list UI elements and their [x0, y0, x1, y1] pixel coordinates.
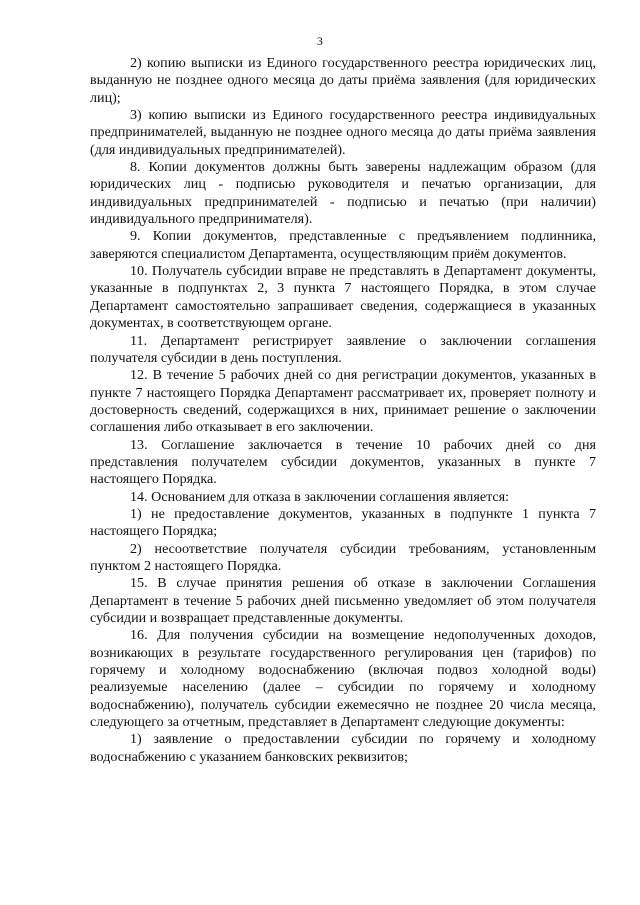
paragraph-10-optional-documents: 10. Получатель субсидии вправе не представлять в Департамент документы, указанные в подпунктах 2, 3 пункта 7 настоящего Порядка, в этом случае Департамент самостоятельно запрашивает сведения, содержащиеся в указанных документах, в соответствующем органе. [90, 263, 596, 332]
paragraph-15-refusal-notice: 15. В случае принятия решения об отказе в заключении Соглашения Департамент в течение 5 рабочих дней письменно уведомляет об этом получателя субсидии и возвращает представленные документы. [90, 575, 596, 626]
page-number: 3 [316, 34, 324, 48]
paragraph-13-agreement: 13. Соглашение заключается в течение 10 рабочих дней со дня представления получателем субсидии документов, указанных в пункте 7 настоящего Порядка. [90, 436, 596, 488]
paragraph-16-subitem-1: 1) заявление о предоставлении субсидии по горячему и холодному водоснабжению с указанием банковских реквизитов; [90, 731, 596, 765]
paragraph-14-refusal-grounds: 14. Основанием для отказа в заключении соглашения является: [130, 488, 510, 505]
paragraph-14-subitem-2: 2) несоответствие получателя субсидии требованиям, установленным пунктом 2 настоящего Порядка. [90, 540, 596, 574]
paragraph-16-subsidy-documents: 16. Для получения субсидии на возмещение недополученных доходов, возникающих в результате государственного регулирования цен (тарифов) по горячему и холодному водоснабжению (включая подвоз холодной воды) реализуемые населению (далее – субсидии по горячему и холодному водоснабжению), получатель субсидии ежемесячно не позднее 20 числа месяца, следующего за отчетным, представляет в Департамент следующие документы: [90, 627, 596, 731]
paragraph-11-registration: 11. Департамент регистрирует заявление о заключении соглашения получателя субсидии в день поступления. [90, 332, 596, 366]
paragraph-14-subitem-1: 1) не предоставление документов, указанных в подпункте 1 пункта 7 настоящего Порядка; [90, 505, 596, 540]
paragraph-subitem-3-entrepreneurs: 3) копию выписки из Единого государственного реестра индивидуальных предпринимателей, выданную не позднее одного месяца до даты приёма заявления (для индивидуальных предпринимателей). [90, 107, 596, 158]
paragraph-12-review: 12. В течение 5 рабочих дней со дня регистрации документов, указанных в пункте 7 настоящего Порядка Департамент рассматривает их, проверяет полноту и достоверность сведений, содержащихся в них, принимает решение о заключении соглашения либо отказывает в его заключении. [90, 367, 596, 436]
paragraph-9-copies: 9. Копии документов, представленные с предъявлением подлинника, заверяются специалистом Департамента, осуществляющим приём документов. [90, 228, 596, 262]
document-body [90, 55, 596, 766]
paragraph-8-certification: 8. Копии документов должны быть заверены надлежащим образом (для юридических лиц - подписью руководителя и печатью организации, для индивидуальных предпринимателей - подписью и печатью (при наличии) индивидуального предпринимателя). [90, 159, 596, 228]
paragraph-subitem-2-legal-entities: 2) копию выписки из Единого государственного реестра юридических лиц, выданную не позднее одного месяца до даты приёма заявления (для юридических лиц); [90, 55, 596, 106]
